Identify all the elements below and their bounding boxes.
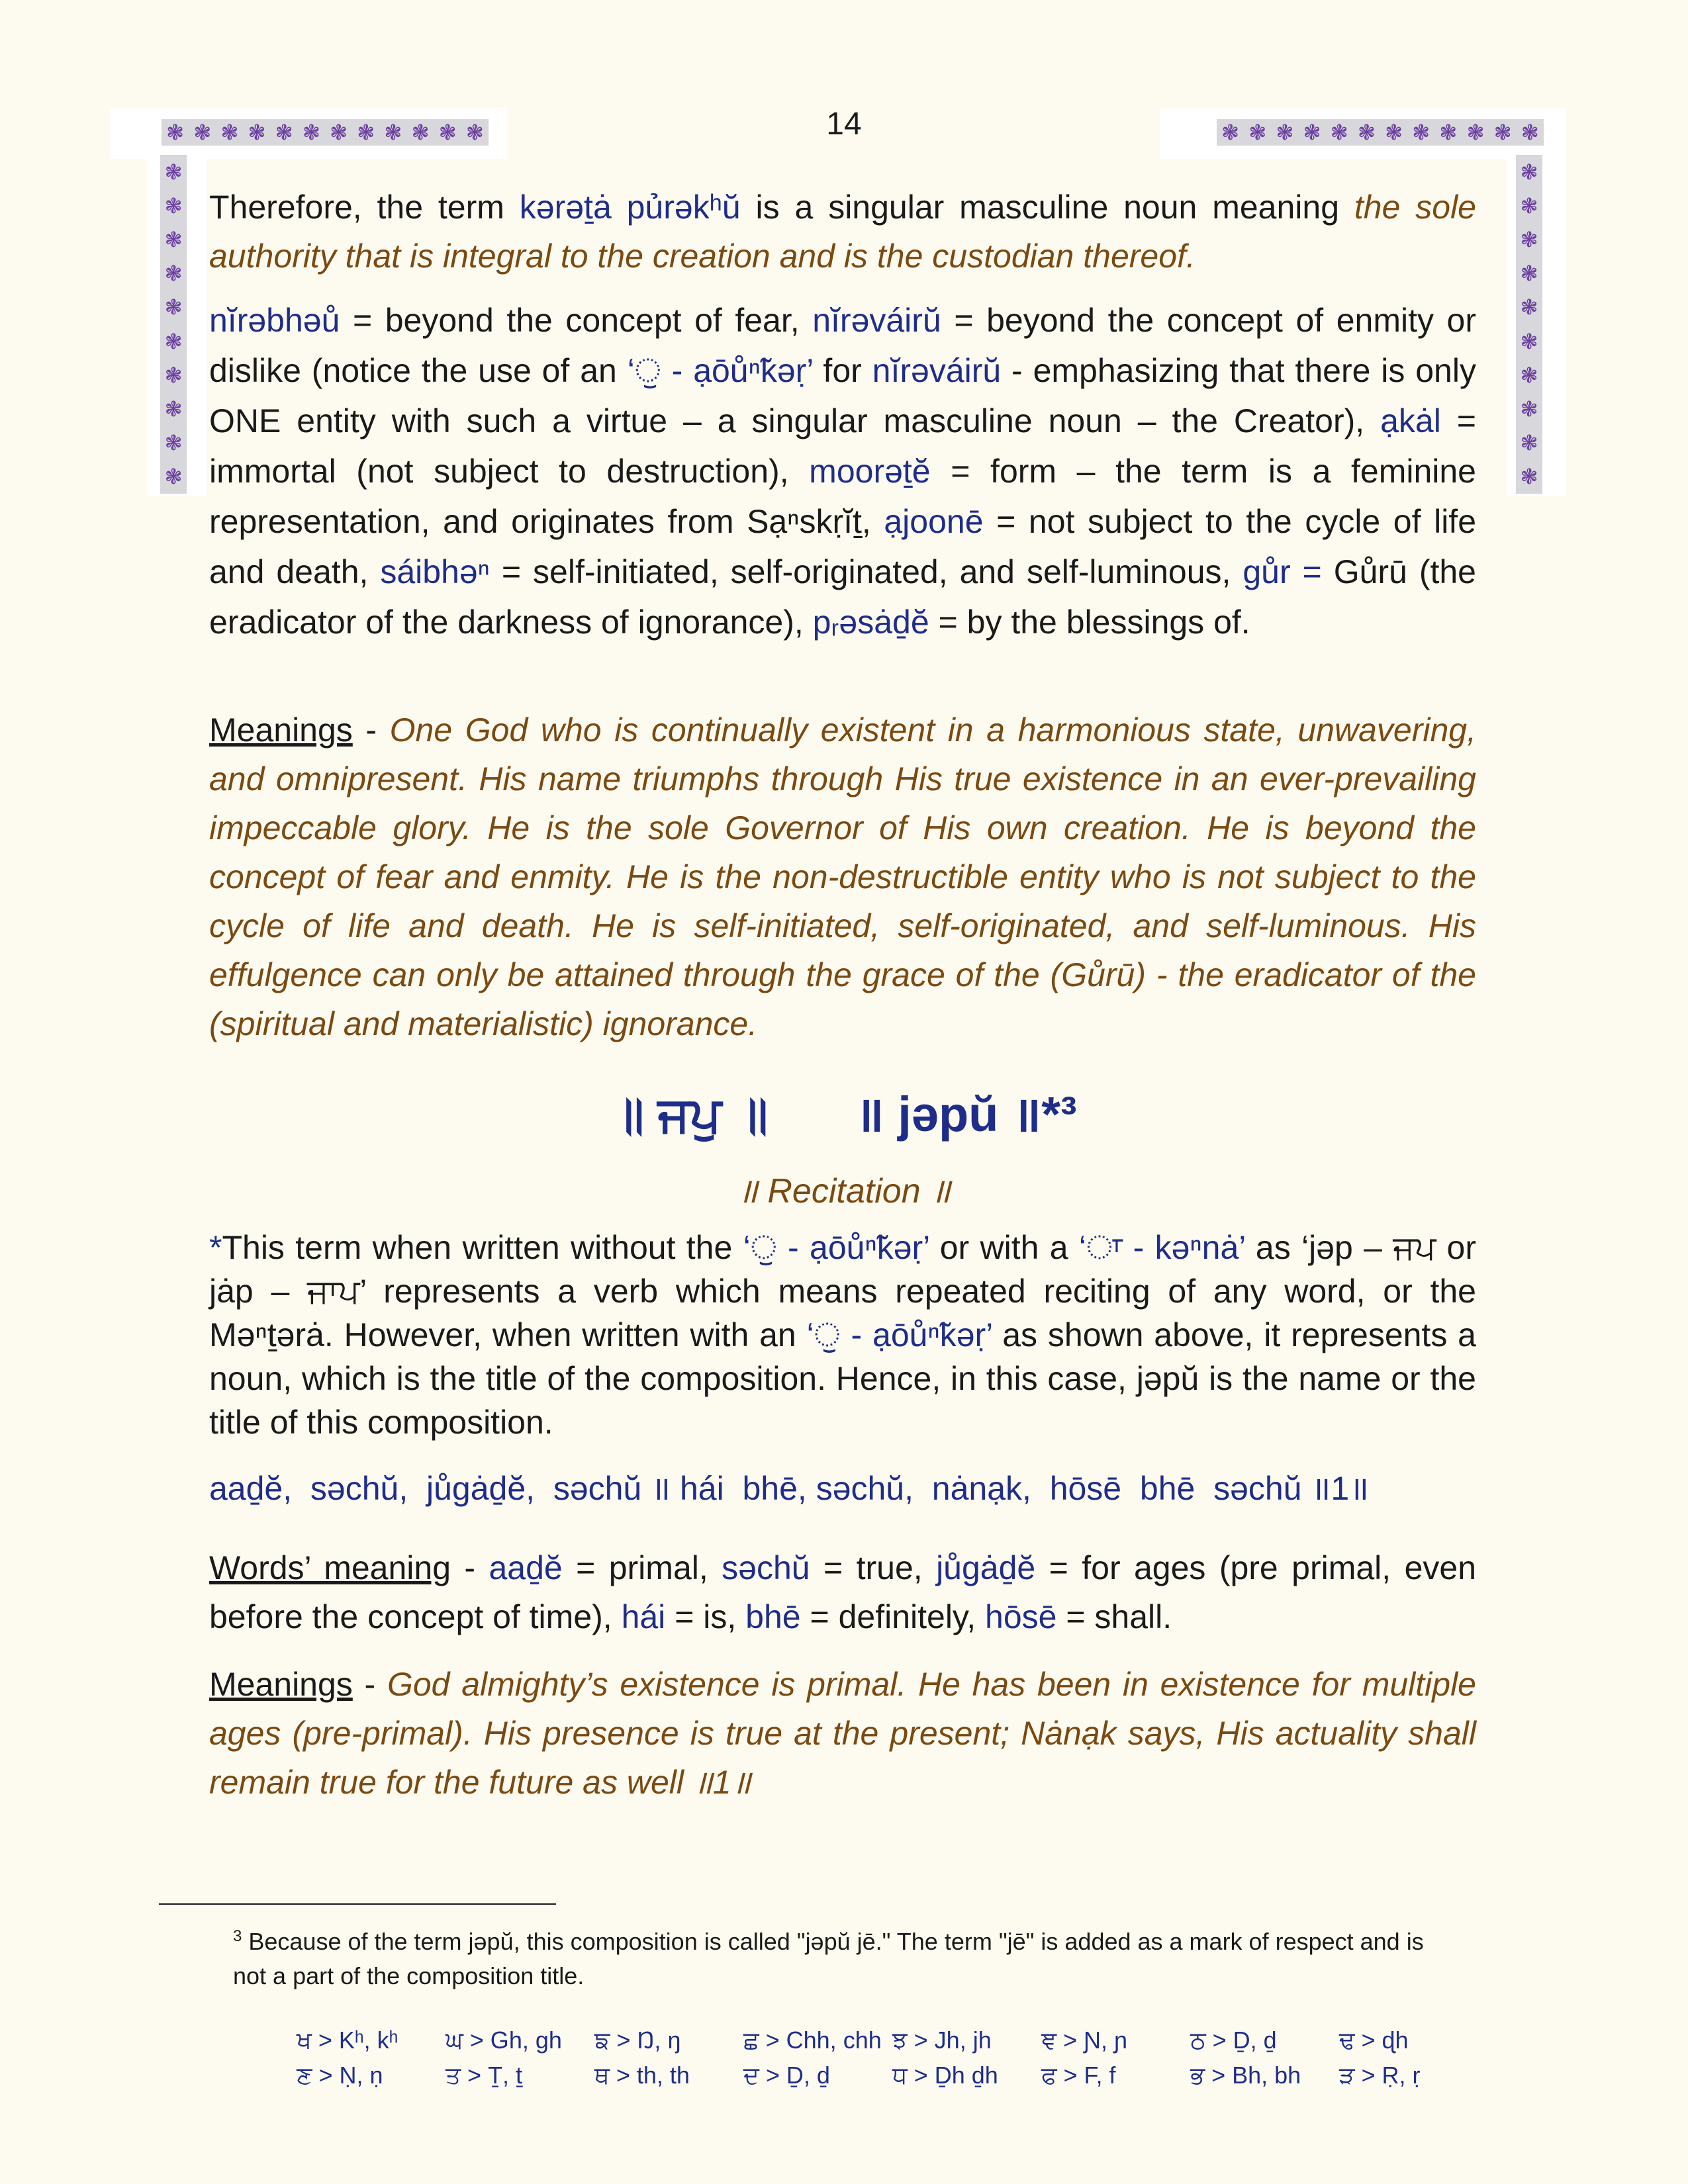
words-meaning-paragraph <box>209 1543 1476 1641</box>
flower-icon: ❃ <box>164 328 183 354</box>
flower-icon: ❃ <box>1520 396 1538 422</box>
translit-key-item: ਢ > ɖh <box>1339 2026 1409 2054</box>
footnote-text: Because of the term jəpŭ, this composition is called "jəpŭ jē." The term "jē" is added as a mark of respect and is not a part of the composition title. <box>233 1928 1424 1989</box>
ornament-border-right <box>1516 155 1542 494</box>
verse-line: aaḏĕ, səchŭ, jůgȧḏĕ, səchŭ ॥ hái bhē, səchŭ, nȧnạk, hōsē bhē səchŭ ॥1॥ <box>209 1470 1370 1507</box>
gloss-term: sáibhəⁿ <box>380 553 490 590</box>
intro-gloss: the sole authority that is integral to the creation and is the custodian thereof. <box>209 189 1476 275</box>
gloss-term: nĭrəváirŭ <box>872 352 1002 389</box>
flower-icon: ❃ <box>164 396 183 422</box>
translit-key-item: ਥ > th, th <box>594 2062 690 2089</box>
gloss-def: - emphasizing that there is only ONE entity with such a virtue – a singular masculine noun – the Creator), <box>209 352 1476 439</box>
word-def: = is, <box>665 1598 746 1635</box>
meanings-separator: - <box>352 711 390 749</box>
flower-icon: ❃ <box>1520 261 1538 287</box>
flower-icon: ❃ <box>438 120 457 145</box>
flower-icon: ❃ <box>1520 464 1538 490</box>
word-def: = true, <box>810 1549 937 1586</box>
gloss-def: for <box>812 352 872 389</box>
flower-icon: ❃ <box>1221 120 1239 145</box>
meanings-label: Meanings <box>209 711 353 749</box>
meanings-paragraph-2 <box>209 1660 1476 1807</box>
word-term: aaḏĕ <box>489 1549 563 1586</box>
term-transliteration: kərəṯȧ pủrəkʰŭ <box>519 189 741 226</box>
flower-icon: ❃ <box>1439 120 1458 145</box>
word-term: hōsē <box>985 1598 1057 1635</box>
gloss-def: = immortal (not subject to destruction), <box>209 402 1476 490</box>
words-meaning-label: Words’ meaning <box>209 1549 451 1586</box>
gloss-term: nĭrəbhəů <box>209 302 340 339</box>
meanings-text: One God who is continually existent in a harmonious state, unwavering, and omnipresent. His name triumphs through His true existence in an ever-prevailing impeccable glory. He is the sole Governor of His own creation. He is beyond the concept of fear and enmity. He is the non-destructible entity who is not subject to the cycle of life and death. He is self-initiated, self-originated, and self-luminous. His effulgence can only be attained through the grace of the (Gůrū) - the eradicator of the (spiritual and materialistic) ignorance. <box>209 711 1476 1042</box>
note-end: as shown above, it represents a noun, which is the title of the composition. Hence, in this case, jəpŭ is the name or the title of this composition. <box>209 1316 1476 1441</box>
transliteration-key <box>297 2026 1488 2090</box>
flower-icon: ❃ <box>357 120 375 145</box>
flower-icon: ❃ <box>1521 120 1539 145</box>
translit-key-item: ਫ > F, f <box>1041 2062 1116 2089</box>
word-term: jůgȧḏĕ <box>936 1549 1036 1586</box>
flower-icon: ❃ <box>164 226 183 252</box>
flower-icon: ❃ <box>1520 159 1538 185</box>
flower-icon: ❃ <box>1493 120 1512 145</box>
gloss-term: ‘ੁ - ạōůⁿ̃kəṛ’ <box>627 352 813 389</box>
note-lead: This term when written without the <box>222 1229 743 1266</box>
gloss-def: = not subject to the cycle of life and death, <box>209 503 1477 590</box>
translit-key-item: ਘ > Gh, gh <box>445 2026 562 2054</box>
flower-icon: ❃ <box>275 120 293 145</box>
heading-roman: ॥ jəpŭ ॥*³ <box>855 1087 1077 1142</box>
footnote-rule <box>159 1903 556 1905</box>
footnote-number: 3 <box>233 1927 242 1945</box>
flower-icon: ❃ <box>1276 120 1294 145</box>
flower-icon: ❃ <box>164 362 183 388</box>
gloss-term: nĭrəváirŭ <box>812 302 941 339</box>
flower-icon: ❃ <box>164 464 183 490</box>
flower-icon: ❃ <box>1466 120 1485 145</box>
translit-key-item: ੜ > Ṛ, ṛ <box>1339 2062 1421 2089</box>
meanings-text: God almighty’s existence is primal. He has been in existence for multiple ages (pre-primal). His presence is true at the present; Nȧnạk says, His actuality shall remain true for the future as well ॥1॥ <box>209 1666 1476 1801</box>
glossary-paragraph <box>209 295 1476 647</box>
words-meaning-separator: - <box>451 1549 489 1586</box>
translit-key-item: ਦ > Ḏ, ḏ <box>743 2062 830 2089</box>
gloss-term: ạkȧl <box>1380 402 1441 439</box>
flower-icon: ❃ <box>164 193 183 218</box>
translit-key-item: ਧ > Ḏh ḏh <box>892 2062 998 2089</box>
note-rest: as ‘jəp – ਜਪ or jȧp – ਜਾਪ’ represents a verb which means repeated reciting of any word, or the Məⁿṯərȧ. However, when written with an <box>209 1229 1477 1353</box>
flower-icon: ❃ <box>193 120 212 145</box>
translit-key-item: ਛ > Chh, chh <box>743 2026 882 2054</box>
meanings-label: Meanings <box>209 1666 353 1703</box>
flower-icon: ❃ <box>1412 120 1430 145</box>
translit-key-item: ਭ > Bh, bh <box>1190 2062 1301 2089</box>
intro-mid: is a singular masculine noun meaning <box>740 189 1354 226</box>
flower-icon: ❃ <box>164 430 183 456</box>
word-def: = primal, <box>562 1549 722 1586</box>
flower-icon: ❃ <box>1520 295 1538 320</box>
translit-key-item: ਣ > Ṇ, ṇ <box>297 2062 383 2089</box>
flower-icon: ❃ <box>164 159 183 185</box>
translit-key-item: ਤ > Ṯ, ṯ <box>445 2062 523 2089</box>
gloss-def: = beyond the concept of fear, <box>340 302 813 339</box>
gloss-def: Gůrū (the eradicator of the darkness of ignorance), <box>209 553 1476 641</box>
note-term: ‘ੁ - ạōůⁿ̃kəṛ’ <box>743 1229 929 1266</box>
flower-icon: ❃ <box>248 120 266 145</box>
section-subheading: ॥ Recitation ॥ <box>737 1172 951 1210</box>
gloss-def: = self-initiated, self-originated, and self-luminous, <box>489 553 1243 590</box>
flower-icon: ❃ <box>1357 120 1376 145</box>
flower-icon: ❃ <box>465 120 484 145</box>
page-number: 14 <box>826 107 862 142</box>
note-term: ‘ੁ - ạōůⁿ̃kəṛ’ <box>806 1316 992 1353</box>
gloss-term: ạjoonē <box>884 503 984 540</box>
meanings-paragraph <box>209 705 1476 1048</box>
flower-icon: ❃ <box>166 120 184 145</box>
intro-paragraph <box>209 183 1476 281</box>
translit-key-item: ਞ > Ɲ, ɲ <box>1041 2026 1128 2054</box>
heading-gurmukhi: ॥ ਜਪੁ ॥ <box>611 1087 769 1142</box>
gloss-term: moorəṯĕ <box>809 453 931 490</box>
flower-icon: ❃ <box>1520 226 1538 252</box>
translit-key-item: ਠ > Ḏ, ḏ <box>1190 2026 1277 2054</box>
note-term: ‘ਾ - kəⁿnȧ’ <box>1078 1229 1245 1266</box>
footnote-reference-paragraph <box>209 1226 1476 1444</box>
word-def: = shall. <box>1056 1598 1172 1635</box>
gloss-def: = by the blessings of. <box>929 604 1250 641</box>
translit-key-item: ਖ > Kʰ, kʰ <box>297 2026 399 2054</box>
flower-icon: ❃ <box>164 261 183 287</box>
flower-icon: ❃ <box>302 120 320 145</box>
section-heading <box>0 1079 1688 1146</box>
translit-key-item: ਙ > Ŋ, ŋ <box>594 2026 681 2054</box>
flower-icon: ❃ <box>1520 328 1538 354</box>
translit-key-item: ਝ > Jh, jh <box>892 2026 992 2054</box>
flower-icon: ❃ <box>1248 120 1267 145</box>
flower-icon: ❃ <box>411 120 430 145</box>
flower-icon: ❃ <box>220 120 239 145</box>
gloss-def: = beyond the concept of enmity or dislike (notice the use of an <box>209 302 1476 389</box>
footnote <box>233 1919 1458 1993</box>
flower-icon: ❃ <box>330 120 348 145</box>
gloss-def: = form – the term is a feminine representation, and originates from Sạⁿskṛĭṯ, <box>209 453 1476 540</box>
word-def: = definitely, <box>800 1598 986 1635</box>
flower-icon: ❃ <box>384 120 402 145</box>
gloss-term: pᵣəsȧḏĕ <box>812 604 929 641</box>
flower-icon: ❃ <box>1303 120 1321 145</box>
note-mid: or with a <box>929 1229 1079 1266</box>
gloss-term: gůr = <box>1243 553 1322 590</box>
ornament-border-left <box>160 155 187 494</box>
flower-icon: ❃ <box>1520 362 1538 388</box>
flower-icon: ❃ <box>1520 193 1538 218</box>
meanings-separator: - <box>352 1666 387 1703</box>
flower-icon: ❃ <box>1330 120 1348 145</box>
flower-icon: ❃ <box>1385 120 1403 145</box>
word-term: bhē <box>745 1598 801 1635</box>
word-term: səchŭ <box>722 1549 810 1586</box>
intro-lead: Therefore, the term <box>209 189 520 226</box>
note-asterisk: * <box>209 1229 222 1266</box>
flower-icon: ❃ <box>164 295 183 320</box>
word-def: = for ages (pre primal, even before the concept of time), <box>209 1549 1477 1635</box>
word-term: hái <box>621 1598 666 1635</box>
flower-icon: ❃ <box>1520 430 1538 456</box>
